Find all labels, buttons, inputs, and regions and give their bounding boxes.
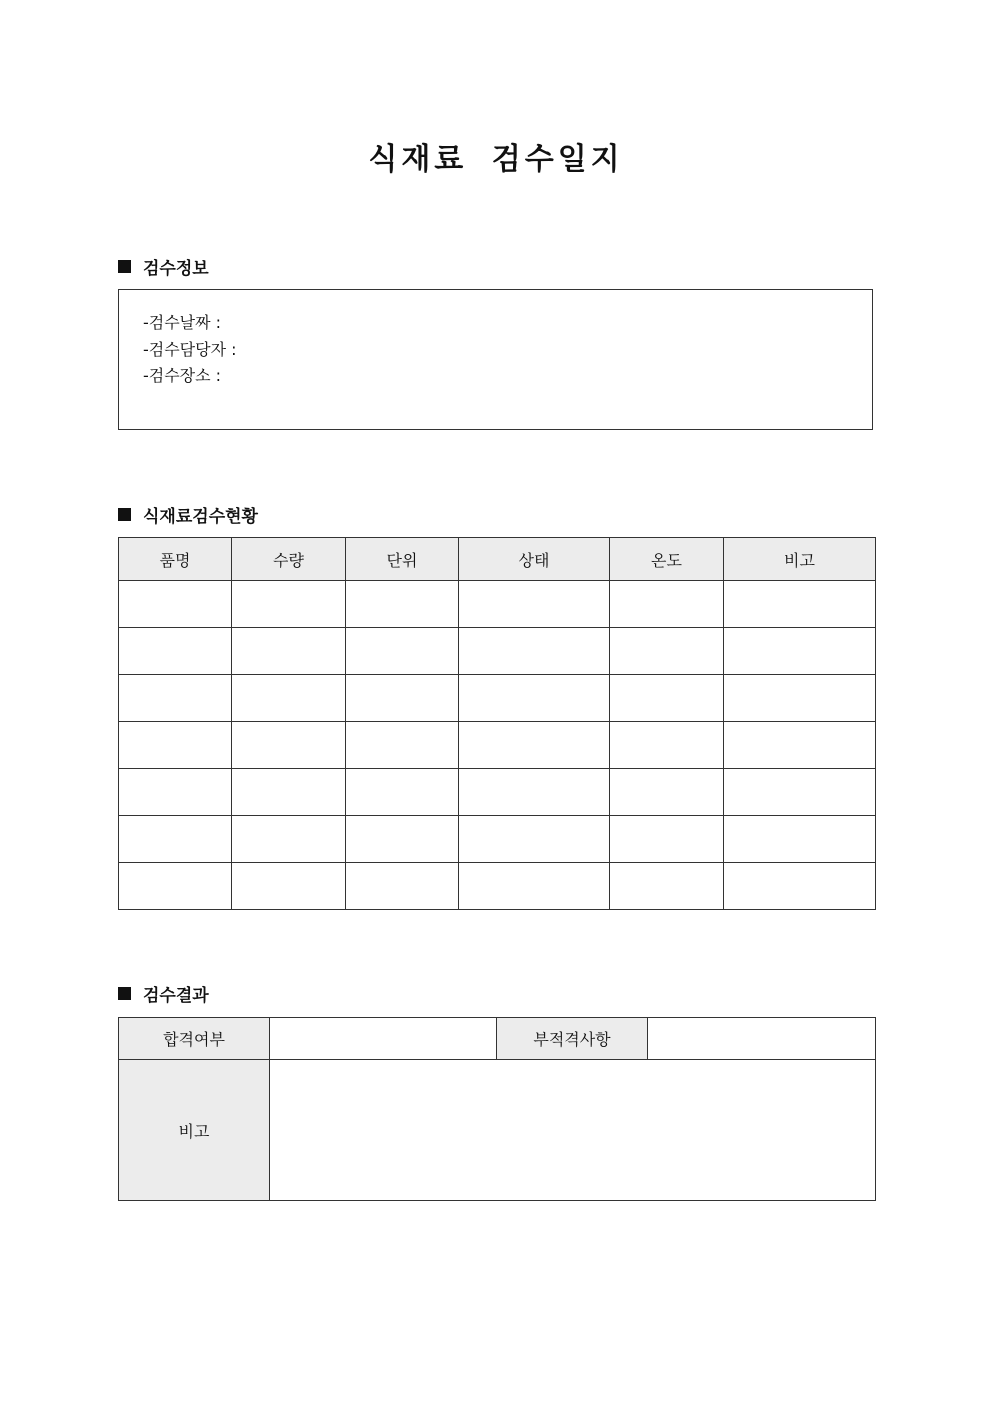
table-cell[interactable] xyxy=(459,816,610,863)
table-cell[interactable] xyxy=(724,863,876,910)
column-header-remarks: 비고 xyxy=(724,538,876,581)
table-row xyxy=(119,816,876,863)
column-header-unit: 단위 xyxy=(346,538,459,581)
info-box xyxy=(118,289,873,430)
table-cell[interactable] xyxy=(724,816,876,863)
table-cell[interactable] xyxy=(610,863,724,910)
result-table xyxy=(118,1017,876,1201)
table-row xyxy=(119,581,876,628)
table-cell[interactable] xyxy=(119,675,232,722)
table-cell[interactable] xyxy=(119,722,232,769)
table-cell[interactable] xyxy=(459,675,610,722)
column-header-condition: 상태 xyxy=(459,538,610,581)
table-cell[interactable] xyxy=(232,581,346,628)
table-cell[interactable] xyxy=(232,628,346,675)
table-cell[interactable] xyxy=(346,816,459,863)
table-row xyxy=(119,1060,876,1201)
table-cell[interactable] xyxy=(119,863,232,910)
table-cell[interactable] xyxy=(610,581,724,628)
table-cell[interactable] xyxy=(346,722,459,769)
column-header-item: 품명 xyxy=(119,538,232,581)
square-bullet-icon xyxy=(118,508,131,521)
table-cell[interactable] xyxy=(232,675,346,722)
table-cell[interactable] xyxy=(724,769,876,816)
table-cell[interactable] xyxy=(610,628,724,675)
info-section-heading xyxy=(118,254,209,279)
table-cell[interactable] xyxy=(724,628,876,675)
table-cell[interactable] xyxy=(459,581,610,628)
inspection-section-title: 식재료검수현황 xyxy=(143,507,258,527)
table-cell[interactable] xyxy=(119,769,232,816)
inspection-section-heading xyxy=(118,502,258,527)
inspection-date-label: -검수날짜 : xyxy=(143,313,222,332)
table-cell[interactable] xyxy=(232,863,346,910)
table-row xyxy=(119,769,876,816)
table-cell[interactable] xyxy=(119,581,232,628)
table-row xyxy=(119,675,876,722)
table-cell[interactable] xyxy=(346,628,459,675)
column-header-temperature: 온도 xyxy=(610,538,724,581)
table-header-row xyxy=(119,538,876,581)
nonconformity-label: 부적격사항 xyxy=(497,1018,648,1060)
table-cell[interactable] xyxy=(459,769,610,816)
remarks-label: 비고 xyxy=(119,1060,270,1201)
table-cell[interactable] xyxy=(724,722,876,769)
result-section-heading xyxy=(118,981,209,1006)
table-cell[interactable] xyxy=(724,581,876,628)
remarks-field[interactable] xyxy=(270,1060,876,1201)
inspector-label: -검수담당자 : xyxy=(143,339,237,359)
table-cell[interactable] xyxy=(232,722,346,769)
square-bullet-icon xyxy=(118,260,131,273)
table-cell[interactable] xyxy=(346,863,459,910)
table-row xyxy=(119,722,876,769)
table-cell[interactable] xyxy=(346,769,459,816)
table-cell[interactable] xyxy=(232,769,346,816)
pass-status-label: 합격여부 xyxy=(119,1018,270,1060)
table-cell[interactable] xyxy=(459,863,610,910)
table-row xyxy=(119,628,876,675)
table-cell[interactable] xyxy=(119,816,232,863)
inspection-location-label: -검수장소 : xyxy=(143,366,222,385)
table-cell[interactable] xyxy=(459,722,610,769)
table-row xyxy=(119,863,876,910)
table-cell[interactable] xyxy=(610,675,724,722)
info-section-title: 검수정보 xyxy=(143,259,209,279)
table-row xyxy=(119,1018,876,1060)
nonconformity-field[interactable] xyxy=(648,1018,876,1060)
table-cell[interactable] xyxy=(346,675,459,722)
table-cell[interactable] xyxy=(610,816,724,863)
table-cell[interactable] xyxy=(119,628,232,675)
table-cell[interactable] xyxy=(610,769,724,816)
pass-status-field[interactable] xyxy=(270,1018,497,1060)
table-cell[interactable] xyxy=(610,722,724,769)
table-cell[interactable] xyxy=(232,816,346,863)
table-cell[interactable] xyxy=(724,675,876,722)
column-header-quantity: 수량 xyxy=(232,538,346,581)
page-title: 식재료 검수일지 xyxy=(368,142,624,177)
result-section-title: 검수결과 xyxy=(143,986,209,1006)
inspection-table xyxy=(118,537,876,910)
table-cell[interactable] xyxy=(346,581,459,628)
table-cell[interactable] xyxy=(459,628,610,675)
square-bullet-icon xyxy=(118,987,131,1000)
